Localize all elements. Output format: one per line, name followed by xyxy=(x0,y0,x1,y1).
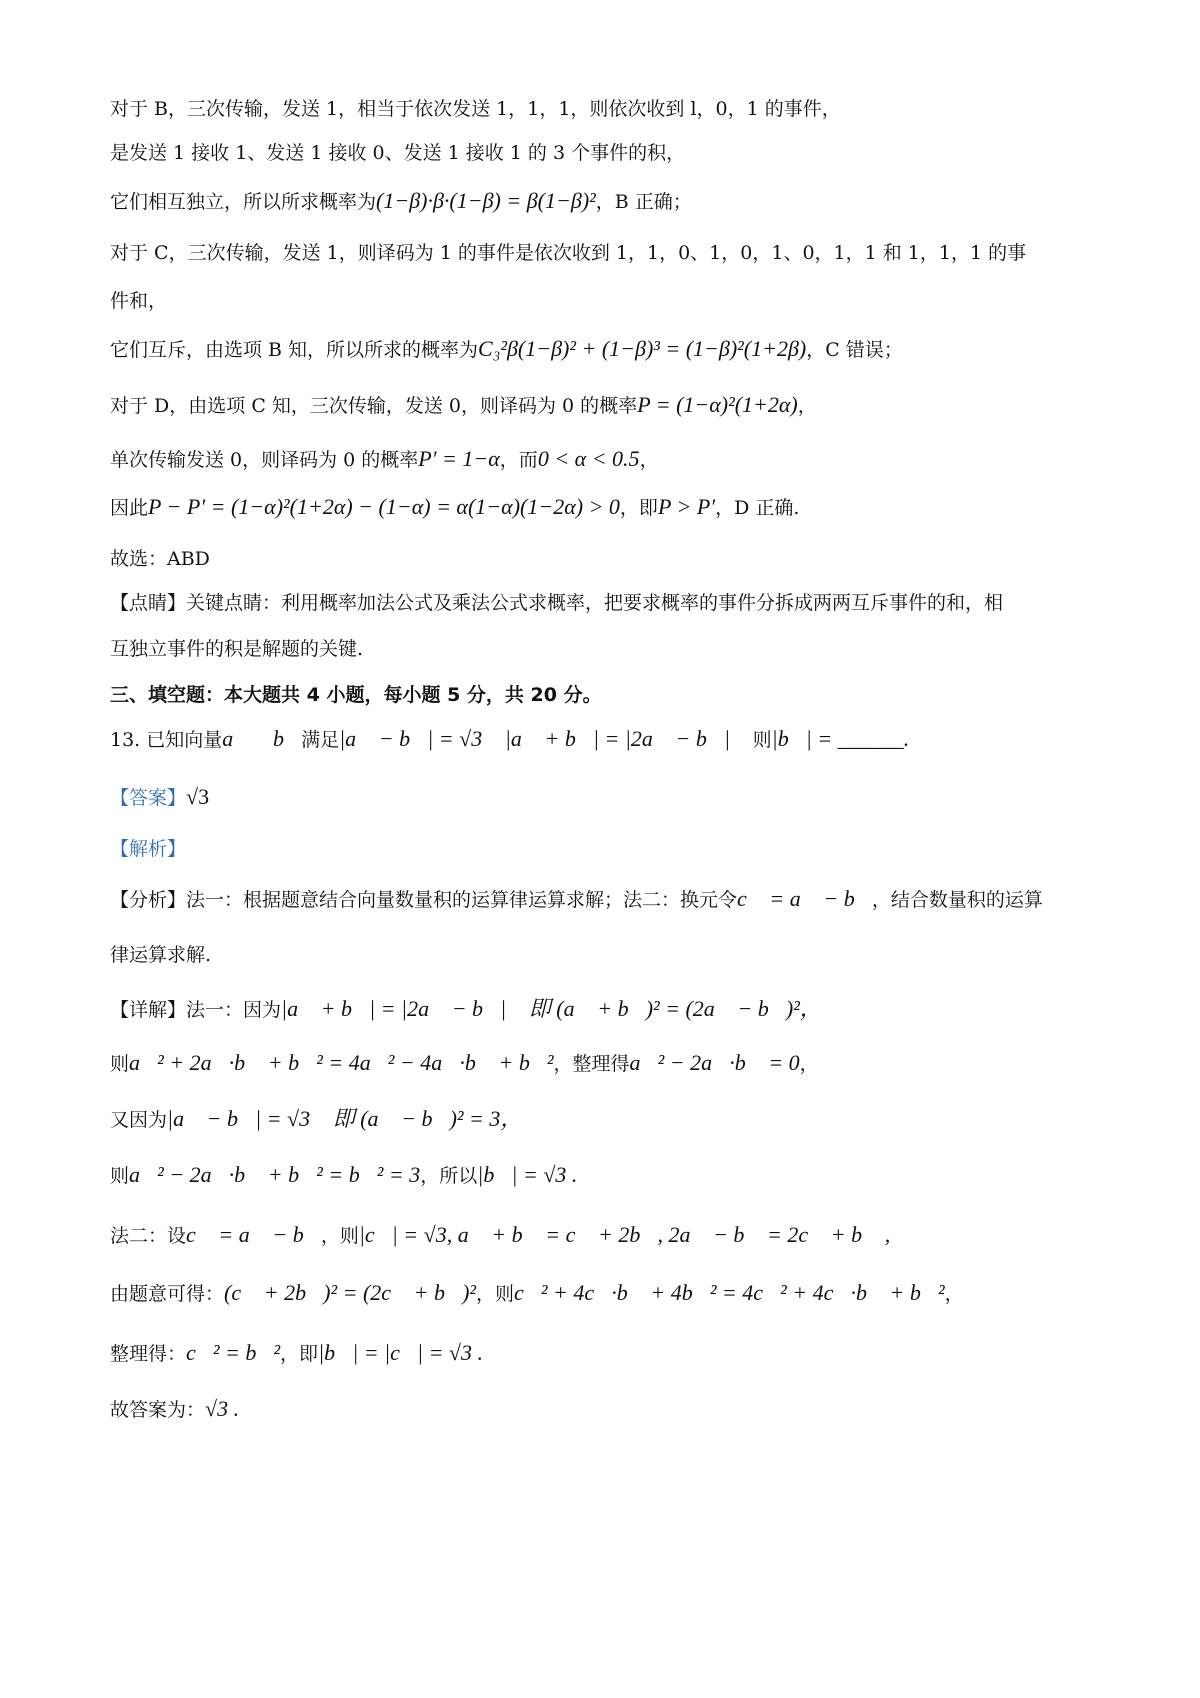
text-line xyxy=(110,1396,239,1423)
text-line xyxy=(110,446,659,473)
math-expression: a⃗² − 2a⃗·b⃗ + b⃗² = b⃗² = 3 xyxy=(129,1162,421,1187)
analysis-tag-line xyxy=(110,836,186,862)
text-line xyxy=(110,1050,819,1077)
text-line xyxy=(110,494,799,521)
line-text: ， xyxy=(799,1053,819,1075)
math-expression: (c⃗ + 2b⃗)² = (2c⃗ + b⃗)² xyxy=(224,1280,477,1305)
math-expression: |a⃗ − b⃗| = √3 ，|a⃗ + b⃗| = |2a⃗ − b⃗| ， xyxy=(339,726,753,751)
math-expression: P − P′ = (1−α)²(1+2α) − (1−α) = α(1−α)(1−2α) > 0 xyxy=(148,494,620,519)
question-line xyxy=(110,726,909,753)
text-line xyxy=(110,886,1043,913)
line-text: 则 xyxy=(752,729,772,751)
math-expression: C₃²β(1−β)² + (1−β)³ = (1−β)²(1+2β) xyxy=(478,336,807,361)
math-expression: |a⃗ + b⃗| = |2a⃗ − b⃗| ，即 (a⃗ + b⃗)² = (2a⃗ − b⃗)²， xyxy=(281,996,822,1021)
text-line xyxy=(110,590,1003,616)
line-text: 件和， xyxy=(110,290,168,312)
line-text: 满足 xyxy=(301,729,340,751)
line-text: ，所以 xyxy=(420,1165,478,1187)
line-text: 13. 已知向量 xyxy=(110,729,223,751)
line-text: 互独立事件的积是解题的关键. xyxy=(110,638,364,660)
line-text: 则 xyxy=(110,1053,130,1075)
section-heading-text: 三、填空题：本大题共 4 小题，每小题 5 分，共 20 分。 xyxy=(110,684,602,706)
math-expression: a⃗ ，b⃗ xyxy=(222,726,302,751)
line-text: ， xyxy=(797,395,817,417)
line-text: 对于 C，三次传输，发送 1，则译码为 1 的事件是依次收到 1，1，0、1，0，1、0，1，1 和 1，1，1 的事 xyxy=(110,242,1027,264)
line-text: ，即 xyxy=(619,497,658,519)
text-line xyxy=(110,546,210,572)
line-text: 又因为 xyxy=(110,1109,168,1131)
text-line xyxy=(110,1162,577,1189)
line-text: 则 xyxy=(110,1165,130,1187)
line-text: ，则 xyxy=(320,1225,359,1247)
line-text: 由题意可得： xyxy=(110,1283,225,1305)
text-line xyxy=(110,1106,522,1133)
line-text: ，则 xyxy=(476,1283,515,1305)
line-text: 它们互斥，由选项 B 知，所以所求的概率为 xyxy=(110,339,479,361)
line-text: ，B 正确； xyxy=(595,191,692,213)
line-text: 【点睛】关键点睛：利用概率加法公式及乘法公式求概率，把要求概率的事件分拆成两两互斥事件的和，相 xyxy=(110,592,1004,614)
line-text: 律运算求解. xyxy=(110,944,212,966)
text-line xyxy=(110,1340,483,1367)
line-text: ，结合数量积的运算 xyxy=(871,889,1043,911)
line-text: 是发送 1 接收 1、发送 1 接收 0、发送 1 接收 1 的 3 个事件的积， xyxy=(110,142,686,164)
math-expression: a⃗² + 2a⃗·b⃗ + b⃗² = 4a⃗² − 4a⃗·b⃗ + b⃗² xyxy=(129,1050,554,1075)
line-text: 单次传输发送 0，则译码为 0 的概率 xyxy=(110,449,419,471)
text-line xyxy=(110,288,167,314)
line-text: 故选：ABD xyxy=(110,548,210,570)
text-line xyxy=(110,96,841,122)
math-expression: 0 < α < 0.5 xyxy=(537,446,640,471)
line-text: 【分析】法一：根据题意结合向量数量积的运算律运算求解；法二：换元令 xyxy=(110,889,738,911)
text-line xyxy=(110,636,363,662)
line-text: ，C 错误； xyxy=(806,339,903,361)
math-expression: P = (1−α)²(1+2α) xyxy=(637,392,798,417)
math-expression: |c⃗| = √3, a⃗ + b⃗ = c⃗ + 2b⃗, 2a⃗ − b⃗ = 2c⃗ + b⃗ , xyxy=(358,1222,891,1247)
line-text: 法二：设 xyxy=(110,1225,187,1247)
line-text: 因此 xyxy=(110,497,149,519)
text-line xyxy=(110,140,685,166)
analysis-tag: 【解析】 xyxy=(110,838,187,860)
text-line xyxy=(110,240,1026,266)
math-expression: |b⃗| = ______. xyxy=(771,726,910,751)
line-text: ，整理得 xyxy=(553,1053,630,1075)
math-expression: |b⃗| = |c⃗| = √3 . xyxy=(318,1340,484,1365)
math-expression: P > P′ xyxy=(657,494,716,519)
answer-tag: 【答案】 xyxy=(110,787,187,809)
text-line xyxy=(110,1280,964,1307)
math-expression: √3 xyxy=(186,784,210,809)
line-text: ，D 正确. xyxy=(715,497,800,519)
answer-line xyxy=(110,784,209,811)
line-text: ，而 xyxy=(499,449,538,471)
line-text: ， xyxy=(639,449,659,471)
math-expression: √3 . xyxy=(205,1396,240,1421)
line-text: 整理得： xyxy=(110,1343,187,1365)
line-text: 【详解】法一：因为 xyxy=(110,999,282,1021)
line-text: 故答案为： xyxy=(110,1399,206,1421)
line-text: ， xyxy=(944,1283,964,1305)
math-expression: P′ = 1−α xyxy=(418,446,500,471)
line-text: 对于 D，由选项 C 知，三次传输，发送 0，则译码为 0 的概率 xyxy=(110,395,638,417)
text-line xyxy=(110,188,692,215)
line-text: 它们相互独立，所以所求概率为 xyxy=(110,191,377,213)
math-expression: a⃗² − 2a⃗·b⃗ = 0 xyxy=(629,1050,800,1075)
text-line xyxy=(110,942,211,968)
math-expression: (1−β)·β·(1−β) = β(1−β)² xyxy=(376,188,596,213)
text-line xyxy=(110,1222,890,1249)
line-text: 对于 B，三次传输，发送 1，相当于依次发送 1，1，1，则依次收到 l，0，1 的事件， xyxy=(110,98,841,120)
math-expression: c⃗ = a⃗ − b⃗ xyxy=(186,1222,321,1247)
math-expression: c⃗ = a⃗ − b⃗ xyxy=(737,886,872,911)
math-expression: c⃗² = b⃗² xyxy=(186,1340,281,1365)
text-line xyxy=(110,336,903,363)
math-expression: |a⃗ − b⃗| = √3 ，即 (a⃗ − b⃗)² = 3， xyxy=(167,1106,523,1131)
text-line xyxy=(110,392,817,419)
math-expression: c⃗² + 4c⃗·b⃗ + 4b⃗² = 4c⃗² + 4c⃗·b⃗ + b⃗² xyxy=(514,1280,945,1305)
math-expression: |b⃗| = √3 . xyxy=(477,1162,578,1187)
text-line xyxy=(110,996,822,1023)
line-text: ，即 xyxy=(280,1343,319,1365)
section-heading xyxy=(110,682,602,708)
